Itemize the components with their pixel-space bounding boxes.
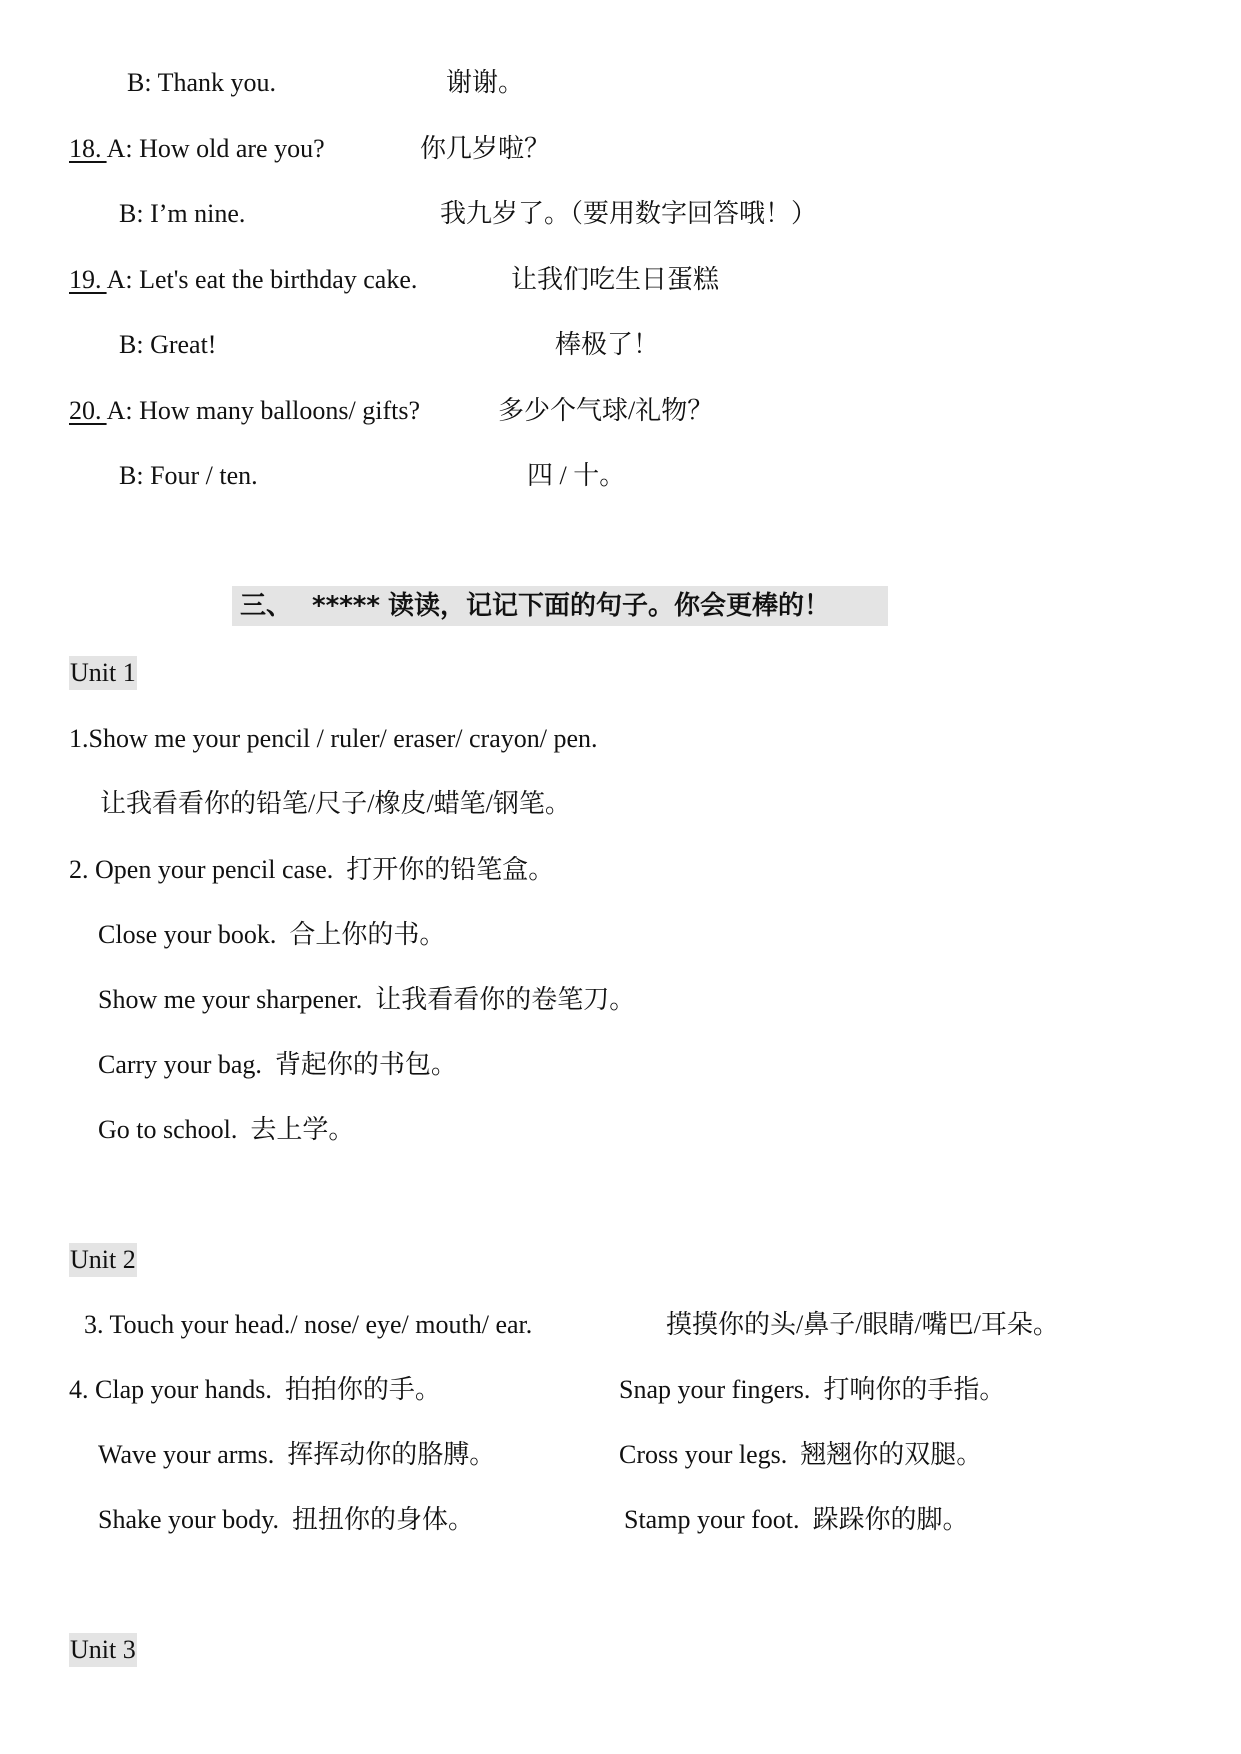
dialogue-18-a-zh: 你几岁啦？ bbox=[420, 134, 551, 163]
unit1-line-1-zh: 让我看看你的铅笔/尺子/橡皮/蜡笔/钢笔。 bbox=[100, 789, 571, 818]
dialogue-18-b-zh: 我九岁了。（要用数字回答哦！） bbox=[440, 199, 818, 228]
unit1-line-4 bbox=[98, 983, 635, 1017]
unit1-line-3 bbox=[98, 918, 445, 952]
sentence-zh: 去上学。 bbox=[250, 1115, 355, 1144]
sentence-en: Stamp your foot. bbox=[624, 1505, 800, 1534]
sentence-en: Carry your bag. bbox=[98, 1050, 262, 1079]
sentence-en: Show me your sharpener. bbox=[98, 985, 363, 1014]
item-number: 19. bbox=[69, 265, 107, 294]
unit2-pair-3-right bbox=[624, 1503, 969, 1537]
dialogue-17-b-en: B: Thank you. bbox=[127, 68, 277, 97]
sentence-en: Go to school. bbox=[98, 1115, 238, 1144]
unit2-pair-1-left bbox=[69, 1373, 441, 1407]
dialogue-19-b-en: B: Great! bbox=[119, 330, 217, 359]
sentence-en: Cross your legs. bbox=[619, 1440, 788, 1469]
dialogue-20-a bbox=[69, 394, 420, 428]
sentence-zh: 打响你的手指。 bbox=[823, 1375, 1006, 1404]
unit2-line-3-en: 3. Touch your head./ nose/ eye/ mouth/ ear. bbox=[84, 1310, 533, 1339]
sentence-zh: 让我看看你的卷笔刀。 bbox=[375, 985, 636, 1014]
dialogue-18-a-en: A: How old are you? bbox=[106, 134, 325, 163]
item-number: 18. bbox=[69, 134, 107, 163]
dialogue-19-a bbox=[69, 263, 417, 297]
dialogue-18-a bbox=[69, 132, 325, 166]
sentence-zh: 挥挥动你的胳膊。 bbox=[287, 1440, 496, 1469]
sentence-zh: 扭扭你的身体。 bbox=[292, 1505, 475, 1534]
dialogue-20-a-zh: 多少个气球/礼物？ bbox=[498, 396, 714, 425]
sentence-en: Shake your body. bbox=[98, 1505, 280, 1534]
sentence-zh: 拍拍你的手。 bbox=[284, 1375, 441, 1404]
sentence-en: Snap your fingers. bbox=[619, 1375, 811, 1404]
dialogue-17-b-zh: 谢谢。 bbox=[446, 68, 525, 97]
sentence-en: Close your book. bbox=[98, 920, 277, 949]
sentence-zh: 合上你的书。 bbox=[289, 920, 446, 949]
unit2-line-3-zh: 摸摸你的头/鼻子/眼睛/嘴巴/耳朵。 bbox=[666, 1310, 1059, 1339]
unit2-pair-3-left bbox=[98, 1503, 474, 1537]
dialogue-20-b-zh: 四 / 十。 bbox=[527, 461, 626, 490]
sentence-en: 4. Clap your hands. bbox=[69, 1375, 272, 1404]
dialogue-20-b-en: B: Four / ten. bbox=[119, 461, 258, 490]
dialogue-20-a-en: A: How many balloons/ gifts? bbox=[106, 396, 420, 425]
section-number: 三、 bbox=[240, 591, 293, 621]
sentence-en: 2. Open your pencil case. bbox=[69, 855, 334, 884]
unit2-pair-1-right bbox=[619, 1373, 1005, 1407]
unit-2-label: Unit 2 bbox=[69, 1243, 137, 1277]
unit-3-label: Unit 3 bbox=[69, 1633, 137, 1667]
sentence-en: Wave your arms. bbox=[98, 1440, 275, 1469]
sentence-zh: 背起你的书包。 bbox=[274, 1050, 457, 1079]
section-title: 读读，记记下面的句子。你会更棒的！ bbox=[388, 591, 831, 621]
dialogue-19-a-zh: 让我们吃生日蛋糕 bbox=[511, 265, 720, 294]
sentence-zh: 翘翘你的双腿。 bbox=[800, 1440, 983, 1469]
unit-1-label: Unit 1 bbox=[69, 656, 137, 690]
unit1-line-6 bbox=[98, 1113, 354, 1147]
item-number: 20. bbox=[69, 396, 107, 425]
unit2-pair-2-right bbox=[619, 1438, 982, 1472]
dialogue-19-a-en: A: Let's eat the birthday cake. bbox=[106, 265, 418, 294]
section-stars: ***** bbox=[312, 591, 380, 621]
section-heading bbox=[232, 586, 888, 626]
unit1-line-5 bbox=[98, 1048, 457, 1082]
sentence-zh: 跺跺你的脚。 bbox=[812, 1505, 969, 1534]
dialogue-18-b-en: B: I’m nine. bbox=[119, 199, 246, 228]
unit1-line-2 bbox=[69, 853, 554, 887]
dialogue-19-b-zh: 棒极了！ bbox=[555, 330, 660, 359]
unit2-pair-2-left bbox=[98, 1438, 495, 1472]
unit1-line-1: 1.Show me your pencil / ruler/ eraser/ crayon/ pen. bbox=[69, 724, 598, 753]
sentence-zh: 打开你的铅笔盒。 bbox=[346, 855, 555, 884]
